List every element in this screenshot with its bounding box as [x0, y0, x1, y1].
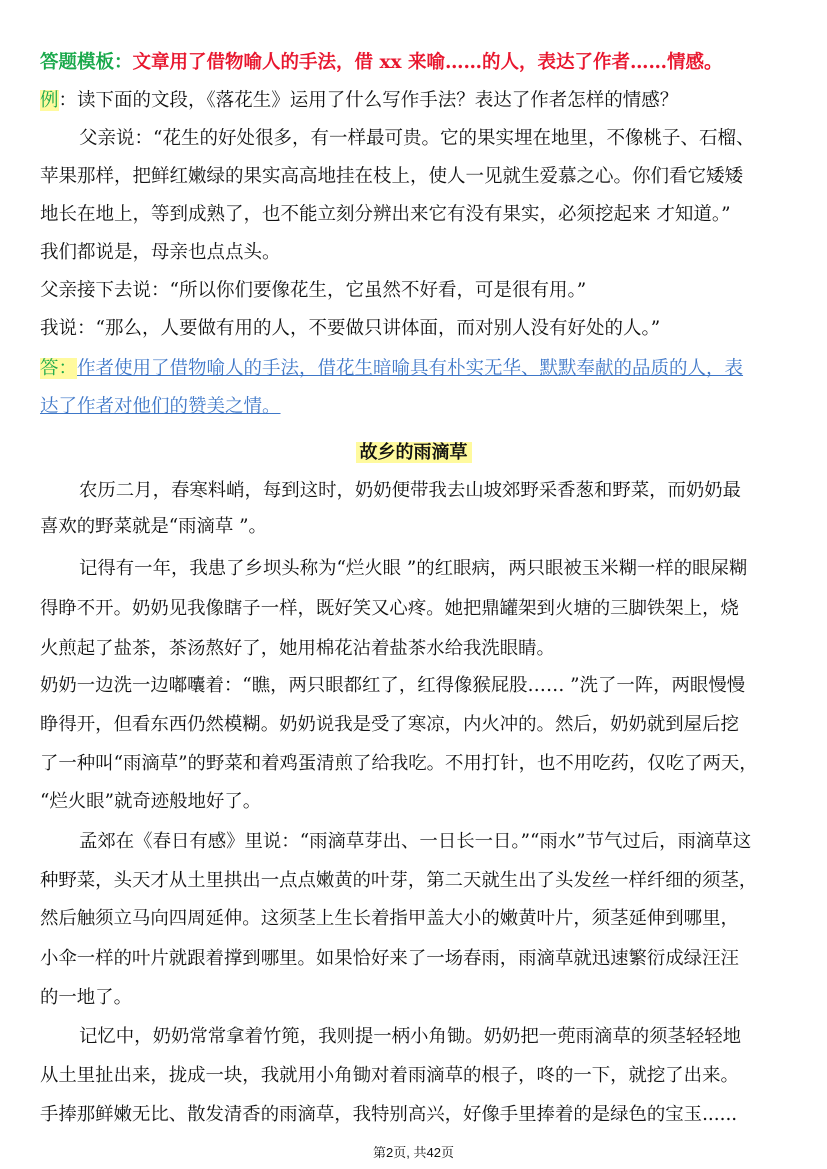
- story-line: 农历二月，春寒料峭，每到这时，奶奶便带我去山坡郊野采香葱和野菜，而奶奶最: [79, 480, 742, 501]
- story-title: [0, 441, 827, 465]
- story-line: 种野菜，头天才从土里拱出一点点嫩黄的叶芽，第二天就生出了头发丝一样纤细的须茎，: [40, 870, 758, 891]
- story-line: 奶奶一边洗一边嘟囔着：“瞧，两只眼都红了，红得像猴屁股…… ”洗了一阵，两眼慢慢: [40, 675, 746, 696]
- answer-text: 达了作者对他们的赞美之情。: [40, 396, 281, 417]
- story-line: 得睁不开。奶奶见我像瞎子一样，既好笑又心疼。她把鼎罐架到火塘的三脚铁架上，烧: [40, 598, 739, 619]
- story-line: 从土里扯出来，拢成一块，我就用小角锄对着雨滴草的根子，咚的一下，就挖了出来。: [40, 1065, 739, 1086]
- example-question: [40, 88, 790, 114]
- passage-line: 地长在地上，等到成熟了，也不能立刻分辨出来它有没有果实，必须挖起来 才知道。”: [40, 204, 731, 225]
- story-line: 然后触须立马向四周延伸。这须茎上生长着指甲盖大小的嫩黄叶片，须茎延伸到哪里，: [40, 908, 739, 929]
- example-label: 例: [40, 90, 59, 111]
- story-line: 睁得开，但看东西仍然模糊。奶奶说我是受了寒凉，内火冲的。然后，奶奶就到屋后挖: [40, 714, 739, 735]
- story-line: 记忆中，奶奶常常拿着竹篼，我则提一柄小角锄。奶奶把一蔸雨滴草的须茎轻轻地: [79, 1026, 742, 1047]
- page-footer: 第2页, 共42页: [373, 1145, 454, 1160]
- passage-line: 父亲接下去说：“所以你们要像花生，它虽然不好看，可是很有用。”: [40, 280, 587, 301]
- passage-line: 苹果那样，把鲜红嫩绿的果实高高地挂在枝上，使人一见就生爱慕之心。你们看它矮矮: [40, 166, 744, 187]
- passage-line: 我们都说是，母亲也点点头。: [40, 242, 281, 263]
- answer-colon: ：: [58, 358, 78, 379]
- answer-label: 答: [40, 358, 59, 379]
- template-text: 文章用了借物喻人的手法，借 xx 来喻……的人，表达了作者……情感。: [132, 52, 723, 73]
- story-line: 记得有一年，我患了乡坝头称为“烂火眼 ”的红眼病，两只眼被玉米糊一样的眼屎糊: [79, 558, 748, 579]
- answer-template: [40, 50, 790, 76]
- example-question-text: ：读下面的文段，《落花生》运用了什么写作手法？表达了作者怎样的情感？: [58, 90, 679, 111]
- template-label: 答题模板：: [40, 52, 133, 73]
- story-line: 了一种叫“雨滴草”的野菜和着鸡蛋清煎了给我吃。不用打针，也不用吃药，仅吃了两天，: [40, 753, 758, 774]
- passage-line: 我说：“那么，人要做有用的人，不要做只讲体面，而对别人没有好处的人。”: [40, 318, 661, 339]
- story-line: 手捧那鲜嫩无比、散发清香的雨滴草，我特别高兴，好像手里捧着的是绿色的宝玉......: [40, 1104, 738, 1125]
- story-line: “烂火眼”就奇迹般地好了。: [40, 791, 262, 812]
- story-line: 小伞一样的叶片就跟着撑到哪里。如果恰好来了一场春雨，雨滴草就迅速繁衍成绿汪汪: [40, 948, 739, 969]
- answer-line: [40, 394, 790, 420]
- story-line: 的一地了。: [40, 987, 132, 1008]
- story-line: 孟郊在《春日有感》里说：“雨滴草芽出、一日长一日。”“雨水”节气过后，雨滴草这: [79, 831, 752, 852]
- story-title-text: 故乡的雨滴草: [356, 442, 472, 463]
- answer-text: 作者使用了借物喻人的手法，借花生暗喻具有朴实无华、默默奉献的品质的人，表: [77, 358, 744, 379]
- passage-line: 父亲说：“花生的好处很多，有一样最可贵。它的果实埋在地里，不像桃子、石榴、: [79, 128, 755, 149]
- answer-line: [40, 356, 790, 382]
- story-line: 喜欢的野菜就是“雨滴草 ”。: [40, 516, 267, 537]
- story-line: 火煎起了盐茶，茶汤熬好了，她用棉花沾着盐茶水给我洗眼睛。: [40, 638, 555, 659]
